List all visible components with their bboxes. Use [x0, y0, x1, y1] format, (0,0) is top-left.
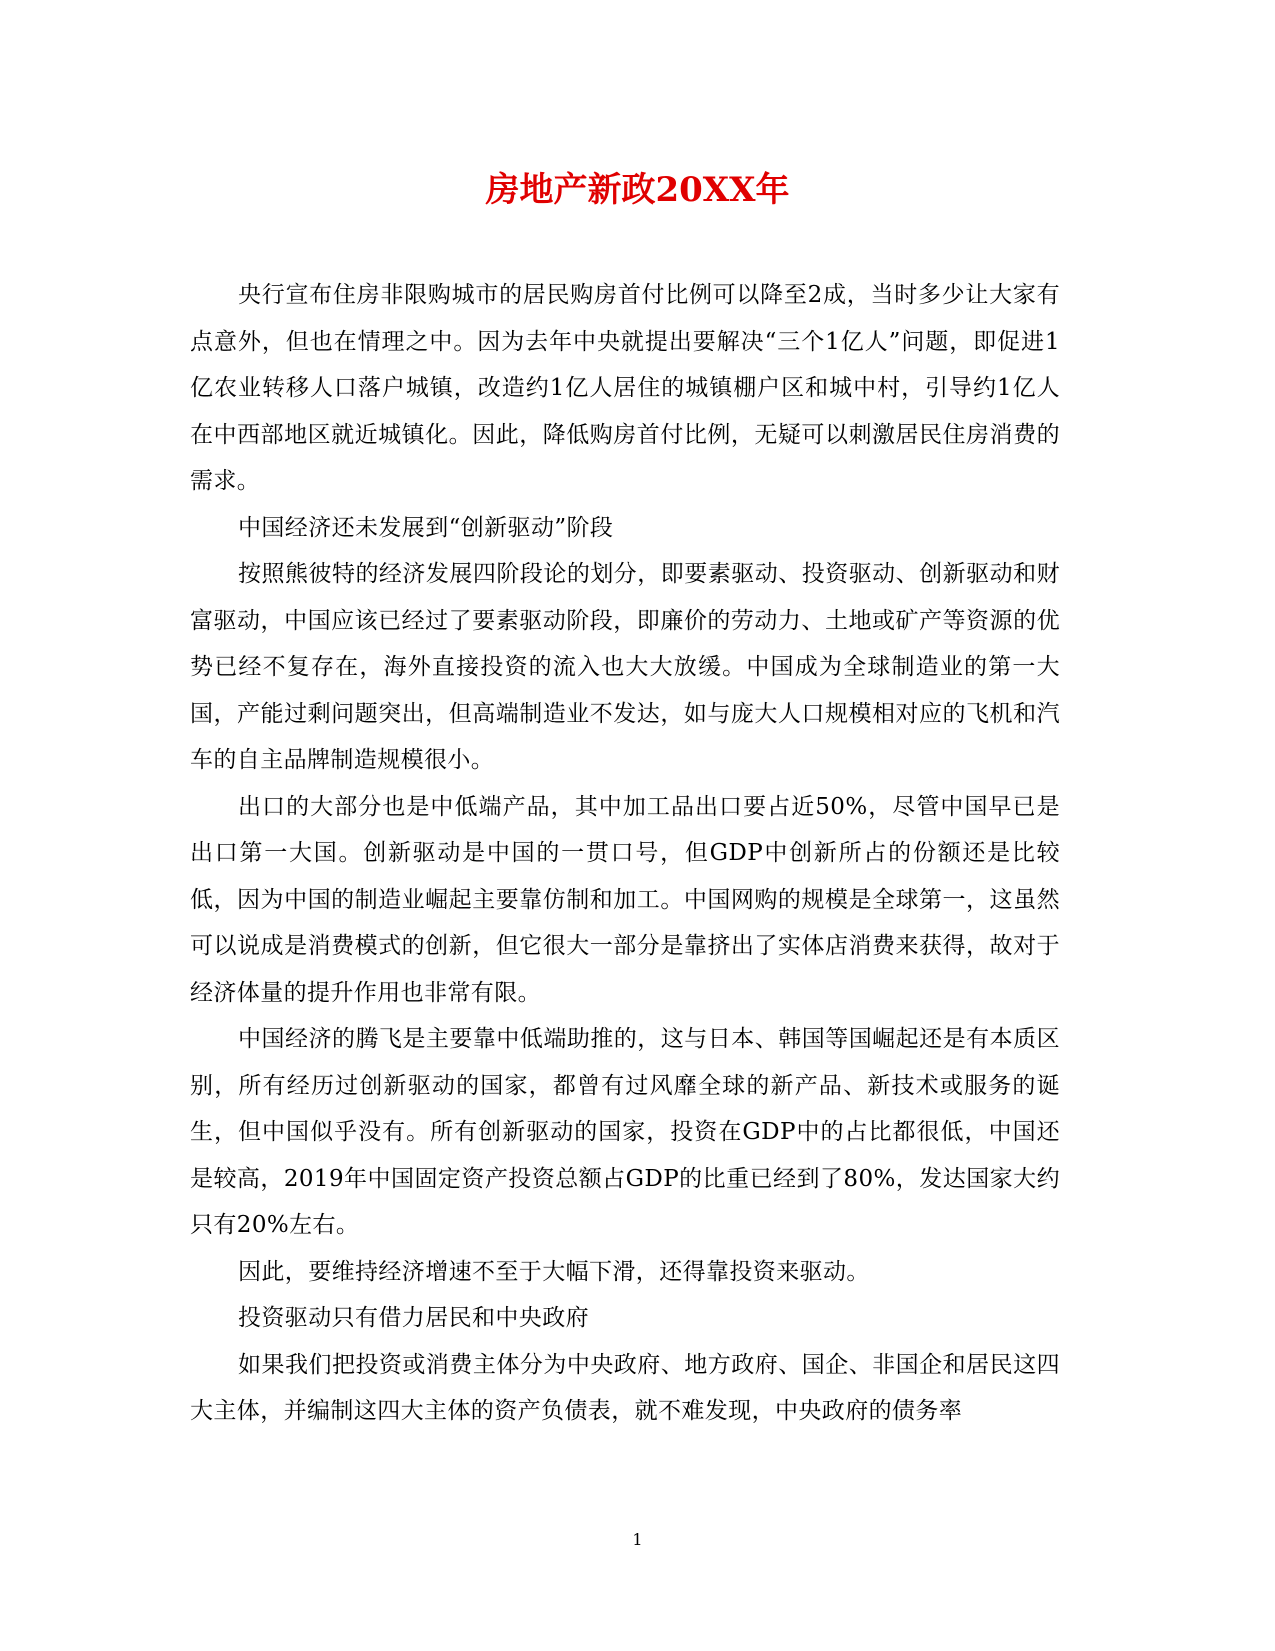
- section-heading: 中国经济还未发展到“创新驱动”阶段: [238, 514, 614, 541]
- paragraph: 按照熊彼特的经济发展四阶段论的划分，即要素驱动、投资驱动、创新驱动和财富驱动，中国应该已经过了要素驱动阶段，即廉价的劳动力、土地或矿产等资源的优势已经不复存在，海外直接投资的流入也大大放缓。中国成为全球制造业的第一大国，产能过剩问题突出，但高端制造业不发达，如与庞大人口规模相对应的飞机和汽车的自主品牌制造规模很小。: [190, 561, 1060, 773]
- paragraph: 因此，要维持经济增速不至于大幅下滑，还得靠投资来驱动。: [238, 1258, 870, 1285]
- paragraph: 出口的大部分也是中低端产品，其中加工品出口要占近50%，尽管中国早已是出口第一大国。创新驱动是中国的一贯口号，但GDP中创新所占的份额还是比较低，因为中国的制造业崛起主要靠仿制和加工。中国网购的规模是全球第一，这虽然可以说成是消费模式的创新，但它很大一部分是靠挤出了实体店消费来获得，故对于经济体量的提升作用也非常有限。: [190, 793, 1060, 1006]
- document-title: 房地产新政20XX年: [485, 170, 790, 210]
- paragraph: 中国经济的腾飞是主要靠中低端助推的，这与日本、韩国等国崛起还是有本质区别，所有经历过创新驱动的国家，都曾有过风靡全球的新产品、新技术或服务的诞生，但中国似乎没有。所有创新驱动的国家，投资在GDP中的占比都很低，中国还是较高，2019年中国固定资产投资总额占GDP的比重已经到了80%，发达国家大约只有20%左右。: [190, 1026, 1060, 1238]
- paragraph: 央行宣布住房非限购城市的居民购房首付比例可以降至2成，当时多少让大家有点意外，但也在情理之中。因为去年中央就提出要解决“三个1亿人”问题，即促进1亿农业转移人口落户城镇，改造约1亿人居住的城镇棚户区和城中村，引导约1亿人在中西部地区就近城镇化。因此，降低购房首付比例，无疑可以刺激居民住房消费的需求。: [190, 282, 1060, 494]
- paragraph: 如果我们把投资或消费主体分为中央政府、地方政府、国企、非国企和居民这四大主体，并编制这四大主体的资产负债表，就不难发现，中央政府的债务率: [190, 1351, 1060, 1424]
- section-heading: 投资驱动只有借力居民和中央政府: [238, 1305, 589, 1331]
- document-body: [190, 272, 1060, 1435]
- page-number: 1: [632, 1530, 643, 1549]
